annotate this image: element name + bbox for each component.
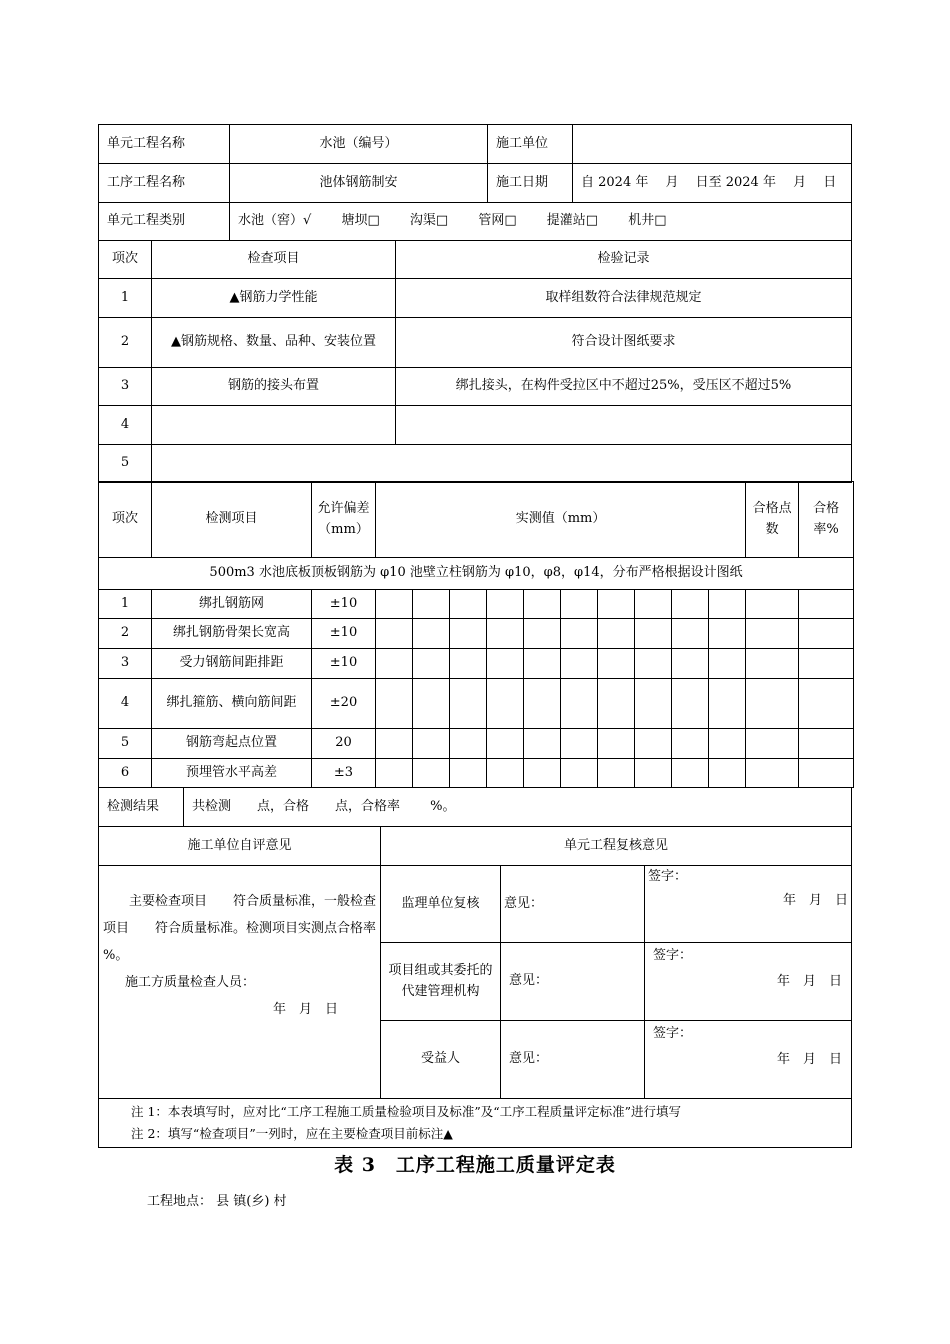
pass-rate-cell[interactable]: [799, 729, 854, 759]
reviewer-sign-cell[interactable]: [645, 943, 852, 1021]
reviewer-date: 年 月 日: [783, 893, 849, 908]
measure-col-no: 项次: [99, 482, 152, 558]
category-option[interactable]: 塘坝□: [341, 213, 380, 229]
self-eval-title: 施工单位自评意见: [99, 827, 381, 866]
reviewer-sign-label: 签字：: [653, 1026, 693, 1041]
reviewer-opinion[interactable]: 意见：: [501, 1021, 645, 1099]
row-no: 5: [99, 729, 152, 759]
value-cell[interactable]: [524, 649, 561, 679]
value-cell[interactable]: [561, 759, 598, 788]
row-tolerance: ±20: [312, 679, 376, 729]
value-cell[interactable]: [413, 729, 450, 759]
reviewer-sign-label: 签字：: [648, 869, 688, 884]
row-item[interactable]: [152, 445, 852, 483]
row-item[interactable]: [152, 406, 396, 445]
value-cell[interactable]: [561, 729, 598, 759]
measure-col-values: 实测值（mm）: [376, 482, 746, 558]
value-cell[interactable]: [561, 649, 598, 679]
value-cell[interactable]: [487, 649, 524, 679]
self-eval-date: 年 月 日: [273, 1002, 339, 1017]
value-cell[interactable]: [635, 729, 672, 759]
value-cell[interactable]: [487, 729, 524, 759]
value-cell[interactable]: [598, 759, 635, 788]
unit-name-value[interactable]: 水池（编号）: [230, 125, 488, 164]
row-no: 2: [99, 619, 152, 649]
value-cell[interactable]: [376, 649, 413, 679]
value-cell[interactable]: [709, 590, 746, 619]
value-cell[interactable]: [450, 649, 487, 679]
row-item: 钢筋的接头布置: [152, 368, 396, 406]
row-no: 6: [99, 759, 152, 788]
measurement-table: [98, 481, 854, 788]
row-record[interactable]: [396, 406, 852, 445]
inspection-col-item: 检查项目: [152, 241, 396, 279]
value-cell[interactable]: [561, 590, 598, 619]
self-eval-body[interactable]: [99, 866, 403, 1099]
row-no: 5: [99, 445, 152, 483]
result-label: 检测结果: [99, 788, 184, 827]
row-no: 2: [99, 318, 152, 368]
value-cell[interactable]: [635, 679, 672, 729]
row-no: 4: [99, 679, 152, 729]
opinions-table: [98, 826, 852, 1148]
result-section: [98, 787, 851, 827]
value-cell[interactable]: [376, 590, 413, 619]
table-row: [99, 590, 854, 619]
pass-points-cell[interactable]: [746, 649, 799, 679]
value-cell[interactable]: [635, 759, 672, 788]
value-cell[interactable]: [635, 619, 672, 649]
row-no: 3: [99, 368, 152, 406]
row-tolerance: ±10: [312, 619, 376, 649]
note-1: 注 1：本表填写时，应对比“工序工程施工质量检验项目及标准”及“工序工程质量评定标准”进行填写: [131, 1104, 681, 1119]
process-name-value[interactable]: 池体钢筋制安: [230, 164, 488, 203]
value-cell[interactable]: [598, 679, 635, 729]
note-2: 注 2：填写“检查项目”一列时，应在主要检查项目前标注▲: [131, 1126, 453, 1141]
table-row: [99, 406, 852, 445]
pass-points-cell[interactable]: [746, 619, 799, 649]
value-cell[interactable]: [487, 679, 524, 729]
inspection-col-record: 检验记录: [396, 241, 852, 279]
table-row: [99, 445, 852, 483]
value-cell[interactable]: [672, 590, 709, 619]
category-option[interactable]: 管网□: [478, 213, 517, 229]
unit-name-label: 单元工程名称: [99, 125, 230, 164]
value-cell[interactable]: [561, 679, 598, 729]
value-cell[interactable]: [487, 619, 524, 649]
row-item: ▲钢筋力学性能: [152, 279, 396, 318]
value-cell[interactable]: [598, 649, 635, 679]
value-cell[interactable]: [524, 619, 561, 649]
value-cell[interactable]: [376, 729, 413, 759]
header-table: [98, 124, 852, 241]
measure-description: 500m3 水池底板顶板钢筋为 φ10 池壁立柱钢筋为 φ10，φ8，φ14，分布严格根据设计图纸: [99, 558, 854, 590]
value-cell[interactable]: [524, 590, 561, 619]
row-tolerance: ±10: [312, 649, 376, 679]
reviewer-sign-cell[interactable]: [645, 1021, 852, 1099]
value-cell[interactable]: [561, 619, 598, 649]
project-location: 工程地点： 县 镇(乡) 村: [147, 1194, 287, 1209]
form-title: 表 3 工序工程施工质量评定表: [334, 1154, 616, 1176]
row-no: 1: [99, 590, 152, 619]
value-cell[interactable]: [672, 649, 709, 679]
reviewer-opinion[interactable]: 意见：: [501, 866, 645, 943]
measure-col-item: 检测项目: [152, 482, 312, 558]
table-row: [99, 679, 854, 729]
contractor-value[interactable]: [573, 125, 852, 164]
value-cell[interactable]: [598, 619, 635, 649]
row-tolerance: ±10: [312, 590, 376, 619]
value-cell[interactable]: [709, 679, 746, 729]
value-cell[interactable]: [709, 619, 746, 649]
row-item: 绑扎钢筋网: [152, 590, 312, 619]
value-cell[interactable]: [413, 590, 450, 619]
category-options: [230, 203, 852, 241]
pass-points-cell[interactable]: [746, 590, 799, 619]
pass-points-cell[interactable]: [746, 759, 799, 788]
pass-rate-cell[interactable]: [799, 759, 854, 788]
pass-rate-cell[interactable]: [799, 590, 854, 619]
value-cell[interactable]: [450, 759, 487, 788]
measure-col-pass-points: 合格点数: [746, 482, 799, 558]
result-text[interactable]: 共检测 点，合格 点，合格率 %。: [184, 788, 852, 827]
date-value[interactable]: 自 2024 年 月 日至 2024 年 月 日: [573, 164, 852, 203]
value-cell[interactable]: [672, 729, 709, 759]
value-cell[interactable]: [450, 679, 487, 729]
value-cell[interactable]: [598, 590, 635, 619]
value-cell[interactable]: [487, 759, 524, 788]
row-item: ▲钢筋规格、数量、品种、安装位置: [152, 318, 396, 368]
inspection-section: [98, 240, 851, 483]
row-record[interactable]: 绑扎接头，在构件受拉区中不超过25%，受压区不超过5%: [396, 368, 852, 406]
row-item: 受力钢筋间距排距: [152, 649, 312, 679]
pass-rate-cell[interactable]: [799, 679, 854, 729]
value-cell[interactable]: [413, 619, 450, 649]
inspection-table: [98, 240, 852, 483]
row-item: 绑扎箍筋、横向筋间距: [152, 679, 312, 729]
reviewer-sign-cell[interactable]: [645, 866, 852, 943]
table-row: [99, 279, 852, 318]
table-row: [99, 619, 854, 649]
category-option[interactable]: 提灌站□: [546, 213, 599, 229]
table-row: [99, 368, 852, 406]
row-tolerance: 20: [312, 729, 376, 759]
value-cell[interactable]: [450, 729, 487, 759]
row-tolerance: ±3: [312, 759, 376, 788]
reviewer-name: 项目组或其委托的代建管理机构: [381, 943, 501, 1021]
value-cell[interactable]: [672, 679, 709, 729]
reviewer-date: 年 月 日: [777, 974, 843, 989]
value-cell[interactable]: [413, 679, 450, 729]
value-cell[interactable]: [709, 649, 746, 679]
table-row: [99, 759, 854, 788]
inspection-col-no: 项次: [99, 241, 152, 279]
self-eval-text: 主要检查项目 符合质量标准，一般检查项目 符合质量标准。检测项目实测点合格率 %。: [103, 894, 403, 963]
table-row: [99, 649, 854, 679]
category-label: 单元工程类别: [99, 203, 230, 241]
process-name-label: 工序工程名称: [99, 164, 230, 203]
value-cell[interactable]: [635, 649, 672, 679]
table-row: [99, 318, 852, 368]
pass-points-cell[interactable]: [746, 729, 799, 759]
value-cell[interactable]: [413, 759, 450, 788]
header-section: [98, 124, 851, 241]
value-cell[interactable]: [598, 729, 635, 759]
pass-points-cell[interactable]: [746, 679, 799, 729]
table-row: [99, 729, 854, 759]
result-table: [98, 787, 852, 827]
reviewer-date: 年 月 日: [777, 1052, 843, 1067]
measure-col-pass-rate: 合格率%: [799, 482, 854, 558]
value-cell[interactable]: [376, 679, 413, 729]
row-no: 4: [99, 406, 152, 445]
row-no: 1: [99, 279, 152, 318]
value-cell[interactable]: [376, 759, 413, 788]
measurement-section: [98, 481, 851, 788]
notes-cell: [99, 1099, 852, 1148]
value-cell[interactable]: [450, 619, 487, 649]
value-cell[interactable]: [672, 619, 709, 649]
row-item: 预埋管水平高差: [152, 759, 312, 788]
review-title: 单元工程复核意见: [381, 827, 852, 866]
measure-col-tol: 允许偏差（mm）: [312, 482, 376, 558]
reviewer-name: 监理单位复核: [381, 866, 501, 943]
reviewer-opinion[interactable]: 意见：: [501, 943, 645, 1021]
row-record[interactable]: 符合设计图纸要求: [396, 318, 852, 368]
value-cell[interactable]: [709, 759, 746, 788]
value-cell[interactable]: [524, 759, 561, 788]
value-cell[interactable]: [413, 649, 450, 679]
self-inspector-label: 施工方质量检查人员：: [125, 975, 256, 990]
date-label: 施工日期: [488, 164, 573, 203]
value-cell[interactable]: [450, 590, 487, 619]
contractor-label: 施工单位: [488, 125, 573, 164]
category-option[interactable]: 沟渠□: [409, 213, 449, 229]
row-no: 3: [99, 649, 152, 679]
pass-rate-cell[interactable]: [799, 619, 854, 649]
value-cell[interactable]: [524, 729, 561, 759]
value-cell[interactable]: [709, 729, 746, 759]
pass-rate-cell[interactable]: [799, 649, 854, 679]
row-item: 绑扎钢筋骨架长宽高: [152, 619, 312, 649]
value-cell[interactable]: [635, 590, 672, 619]
category-option[interactable]: 水池（窖）√: [238, 213, 312, 229]
category-option[interactable]: 机井□: [628, 213, 667, 229]
row-item: 钢筋弯起点位置: [152, 729, 312, 759]
value-cell[interactable]: [524, 679, 561, 729]
reviewer-sign-label: 签字：: [653, 948, 693, 963]
value-cell[interactable]: [376, 619, 413, 649]
reviewer-name: 受益人: [381, 1021, 501, 1099]
value-cell[interactable]: [672, 759, 709, 788]
opinions-section: [98, 826, 851, 1148]
row-record[interactable]: 取样组数符合法律规范规定: [396, 279, 852, 318]
value-cell[interactable]: [487, 590, 524, 619]
